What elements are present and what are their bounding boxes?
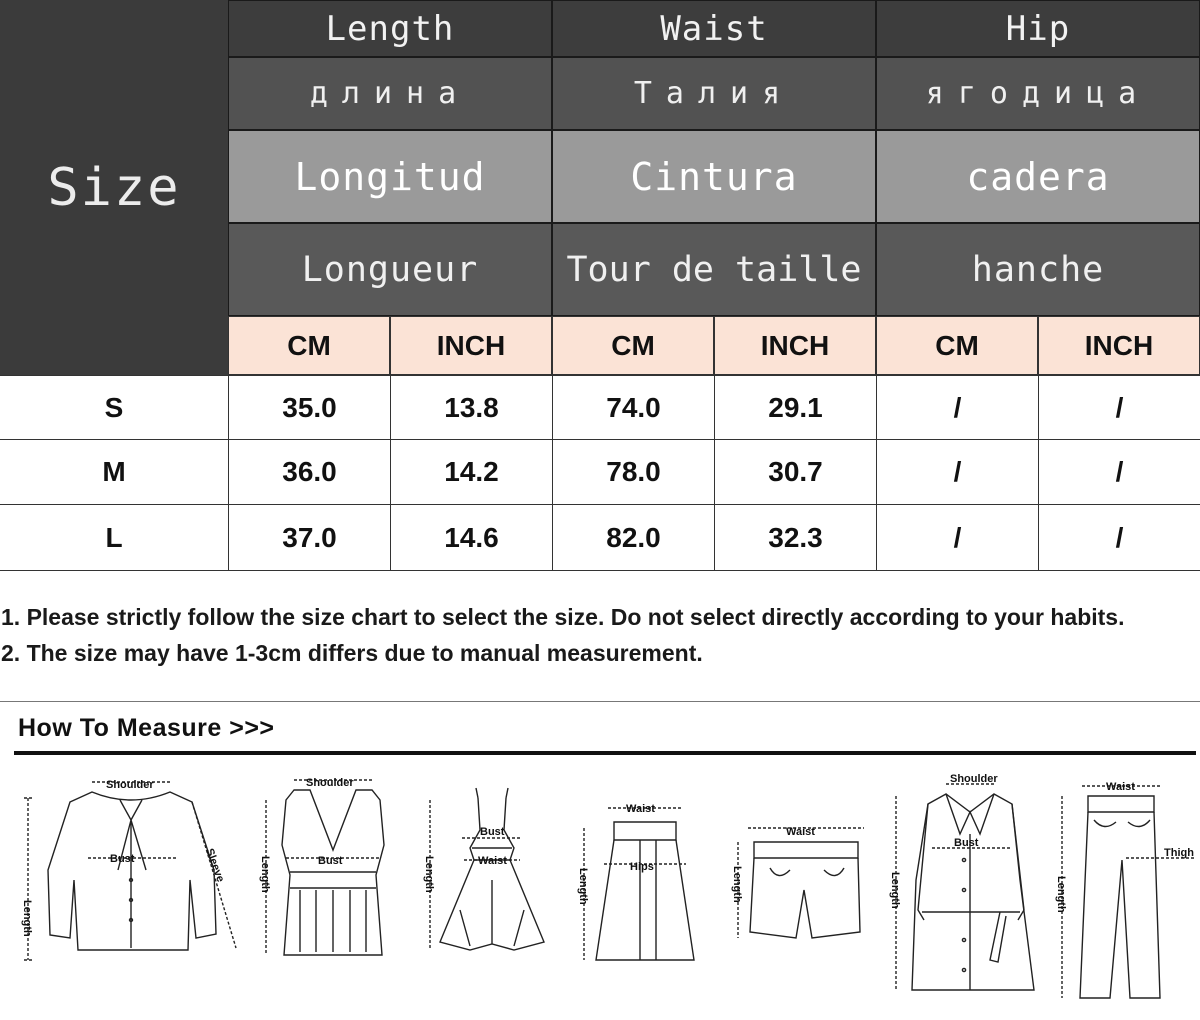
how-to-measure-title: How To Measure >>> [18,714,275,742]
label-coat-shoulder: Shoulder [950,773,998,785]
row-size-m: M [102,456,126,487]
shorts-diagram [738,828,864,938]
header-hip-en [876,0,1200,57]
cell-s-hip-inch: / [1038,376,1200,439]
table-row-divider [0,570,1200,571]
header-hip-es-text: cadera [966,154,1110,199]
cell-m-hip-cm: / [876,440,1038,504]
label-skirt-hips: Hips [630,861,654,873]
cell-s-length-cm: 35.0 [228,376,390,439]
trench-coat-diagram [896,784,1034,990]
header-hip-ru-text: ягодица [925,76,1151,111]
cell-s-waist-cm: 74.0 [552,376,714,439]
header-length-en [228,0,552,57]
header-length-es-text: Longitud [294,154,486,199]
cell-l-length-inch: 14.6 [390,505,552,570]
header-hip-ru [876,57,1200,130]
header-waist-es-text: Cintura [630,154,798,199]
label-dress-length: Length [423,856,435,893]
how-to-measure-rule [14,751,1196,755]
label-trousers-length: Length [1055,876,1067,913]
size-header-label: Size [47,157,181,218]
header-length-ru [228,57,552,130]
cell-s-hip-cm: / [876,376,1038,439]
unit-waist-cm: CM [552,316,714,375]
header-hip-fr-text: hanche [971,249,1105,290]
dress-diagram [430,788,544,950]
notes-divider [0,701,1200,702]
label-trousers-waist: Waist [1106,781,1135,793]
header-waist-fr [552,223,876,316]
row-size-s: S [104,391,124,423]
label-blouse-shoulder: Shoulder [106,779,154,791]
cell-l-waist-inch: 32.3 [714,505,876,570]
cell-m-waist-cm: 78.0 [552,440,714,504]
note-2: 2. The size may have 1-3cm differs due to manual measurement. [1,640,703,666]
header-waist-fr-text: Tour de taille [566,249,862,290]
header-hip-es [876,130,1200,223]
header-waist-es [552,130,876,223]
header-hip-fr [876,223,1200,316]
label-dress-bust: Bust [480,826,505,838]
note-1: 1. Please strictly follow the size chart to select the size. Do not select directly according to your habits. [1,604,1125,630]
header-waist-ru [552,57,876,130]
label-blouse-bust: Bust [110,853,135,865]
cell-m-hip-inch: / [1038,440,1200,504]
cell-m-waist-inch: 30.7 [714,440,876,504]
unit-hip-cm: CM [876,316,1038,375]
header-length-fr-text: Longueur [301,249,479,290]
cell-l-waist-cm: 82.0 [552,505,714,570]
header-hip-en-text: Hip [1005,8,1071,49]
label-skirt-length: Length [577,868,589,905]
unit-hip-inch: INCH [1038,316,1200,375]
label-skirt-waist: Waist [626,803,655,815]
cell-s-waist-inch: 29.1 [714,376,876,439]
size-header-cell [0,0,228,375]
label-tank-bust: Bust [318,855,343,867]
row-size-l: L [105,521,123,553]
measurement-diagrams [0,760,1200,1020]
header-waist-ru-text: Талия [633,76,795,111]
tank-top-diagram [266,780,384,955]
header-length-fr [228,223,552,316]
label-dress-waist: Waist [478,855,507,867]
label-tank-shoulder: Shoulder [306,777,354,789]
skirt-diagram [584,808,694,960]
unit-waist-inch: INCH [714,316,876,375]
cell-m-length-cm: 36.0 [228,440,390,504]
label-coat-length: Length [889,872,901,909]
trousers-diagram [1062,786,1196,998]
label-shorts-waist: Waist [786,826,815,838]
label-shorts-length: Length [731,866,743,903]
cell-l-hip-cm: / [876,505,1038,570]
header-length-ru-text: длина [309,76,471,111]
cell-m-length-inch: 14.2 [390,440,552,504]
label-blouse-sleeve: Sleeve [203,846,227,884]
label-trousers-thigh: Thigh [1164,847,1194,859]
label-tank-length: Length [259,856,271,893]
cell-s-length-inch: 13.8 [390,376,552,439]
header-length-en-text: Length [325,8,455,49]
blouse-diagram [24,782,236,960]
unit-length-inch: INCH [390,316,552,375]
label-blouse-length: Length [21,900,33,937]
header-waist-en-text: Waist [660,8,768,49]
header-length-es [228,130,552,223]
cell-l-length-cm: 37.0 [228,505,390,570]
cell-l-hip-inch: / [1038,505,1200,570]
label-coat-bust: Bust [954,837,979,849]
unit-length-cm: CM [228,316,390,375]
header-waist-en [552,0,876,57]
